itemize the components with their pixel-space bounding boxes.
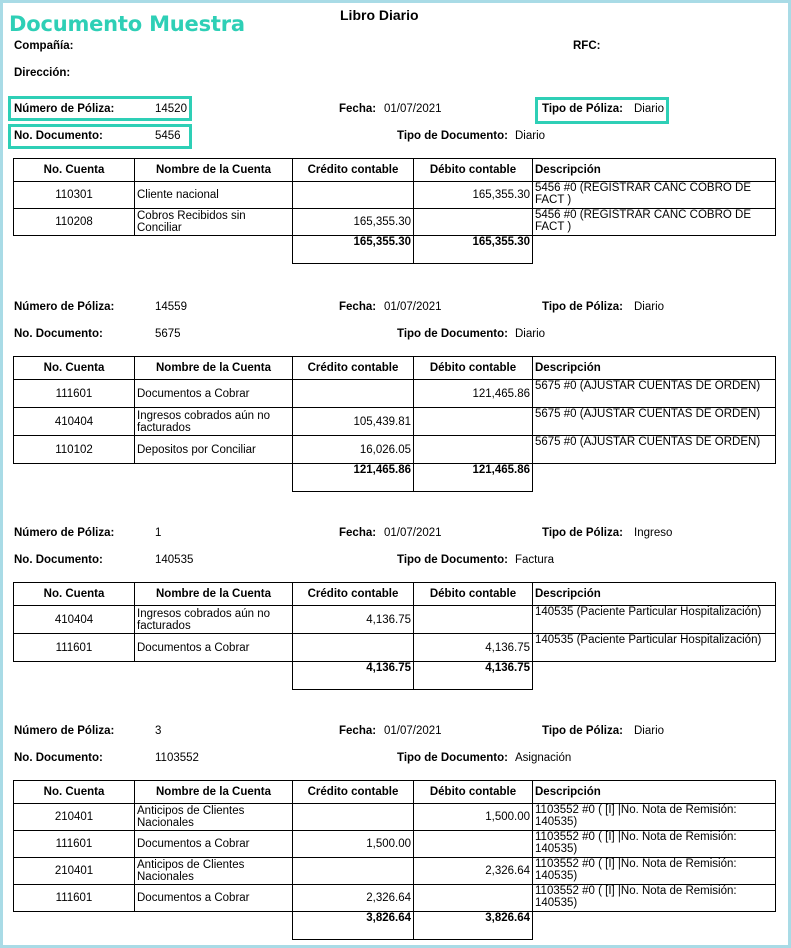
documento-label: No. Documento: [14, 752, 103, 764]
col-header-descripcion: Descripción [533, 583, 776, 606]
table-row [14, 436, 776, 464]
table-row [14, 831, 776, 858]
credit-amount [293, 858, 414, 885]
total-credit: 121,465.86 [293, 464, 414, 492]
total-credit: 4,136.75 [293, 662, 414, 690]
account-name: Documentos a Cobrar [135, 380, 293, 408]
poliza-number: 14559 [155, 301, 187, 313]
tipo-documento-value: Diario [515, 328, 546, 340]
col-header-cuenta: No. Cuenta [14, 159, 135, 182]
documento-number: 5456 [155, 130, 181, 142]
debit-amount: 2,326.64 [414, 858, 533, 885]
description: 140535 (Paciente Particular Hospitalización) [533, 634, 776, 662]
credit-amount [293, 804, 414, 831]
debit-amount [414, 209, 533, 236]
account-number: 111601 [14, 831, 135, 858]
account-number: 410404 [14, 606, 135, 634]
col-header-debito: Débito contable [414, 781, 533, 804]
table-row [14, 380, 776, 408]
total-debit: 3,826.64 [414, 912, 533, 940]
documento-label: No. Documento: [14, 130, 103, 142]
poliza-number-label: Número de Póliza: [14, 301, 115, 313]
blank-cell [14, 912, 135, 940]
tipo-documento-value: Asignación [515, 752, 572, 764]
col-header-nombre: Nombre de la Cuenta [135, 357, 293, 380]
fecha-value: 01/07/2021 [384, 103, 442, 115]
account-number: 110301 [14, 182, 135, 209]
ledger-table [13, 158, 776, 264]
col-header-nombre: Nombre de la Cuenta [135, 781, 293, 804]
blank-cell [135, 912, 293, 940]
tipo-documento-value: Factura [515, 554, 554, 566]
debit-amount: 4,136.75 [414, 634, 533, 662]
tipo-poliza-label: Tipo de Póliza: [542, 527, 623, 539]
fecha-label: Fecha: [339, 725, 377, 737]
documento-number: 140535 [155, 554, 194, 566]
account-name: Documentos a Cobrar [135, 885, 293, 912]
credit-amount [293, 634, 414, 662]
description: 5456 #0 (REGISTRAR CANC COBRO DE FACT ) [533, 182, 776, 209]
blank-cell [533, 236, 776, 264]
table-row [14, 209, 776, 236]
table-row [14, 804, 776, 831]
tipo-documento-value: Diario [515, 130, 546, 142]
col-header-credito: Crédito contable [293, 357, 414, 380]
account-name: Documentos a Cobrar [135, 831, 293, 858]
col-header-descripcion: Descripción [533, 357, 776, 380]
table-row [14, 606, 776, 634]
ledger-table [13, 356, 776, 492]
totals-row [14, 464, 776, 492]
total-credit: 3,826.64 [293, 912, 414, 940]
page-title: Libro Diario [340, 7, 419, 23]
col-header-descripcion: Descripción [533, 159, 776, 182]
total-debit: 121,465.86 [414, 464, 533, 492]
description: 5456 #0 (REGISTRAR CANC COBRO DE FACT ) [533, 209, 776, 236]
poliza-number-label: Número de Póliza: [14, 527, 115, 539]
totals-row [14, 662, 776, 690]
watermark: Documento Muestra [9, 12, 245, 36]
credit-amount: 4,136.75 [293, 606, 414, 634]
blank-cell [135, 236, 293, 264]
account-name: Documentos a Cobrar [135, 634, 293, 662]
total-debit: 4,136.75 [414, 662, 533, 690]
col-header-debito: Débito contable [414, 159, 533, 182]
credit-amount: 165,355.30 [293, 209, 414, 236]
address-label: Dirección: [14, 67, 71, 79]
table-row [14, 858, 776, 885]
col-header-credito: Crédito contable [293, 159, 414, 182]
col-header-debito: Débito contable [414, 357, 533, 380]
documento-label: No. Documento: [14, 554, 103, 566]
description: 5675 #0 (AJUSTAR CUENTAS DE ORDEN) [533, 408, 776, 436]
rfc-label: RFC: [573, 40, 601, 52]
description: 5675 #0 (AJUSTAR CUENTAS DE ORDEN) [533, 436, 776, 464]
blank-cell [135, 662, 293, 690]
account-name: Cliente nacional [135, 182, 293, 209]
tipo-documento-label: Tipo de Documento: [397, 130, 508, 142]
blank-cell [14, 662, 135, 690]
tipo-documento-label: Tipo de Documento: [397, 328, 508, 340]
table-row [14, 408, 776, 436]
fecha-label: Fecha: [339, 103, 377, 115]
account-name: Anticipos de Clientes Nacionales [135, 858, 293, 885]
account-number: 111601 [14, 634, 135, 662]
col-header-cuenta: No. Cuenta [14, 781, 135, 804]
poliza-number: 3 [155, 725, 162, 737]
tipo-documento-label: Tipo de Documento: [397, 554, 508, 566]
documento-label: No. Documento: [14, 328, 103, 340]
credit-amount: 2,326.64 [293, 885, 414, 912]
tipo-poliza-value: Diario [634, 301, 665, 313]
description: 1103552 #0 ( [I] |No. Nota de Remisión: 140535) [533, 831, 776, 858]
blank-cell [14, 464, 135, 492]
col-header-descripcion: Descripción [533, 781, 776, 804]
col-header-credito: Crédito contable [293, 781, 414, 804]
account-name: Ingresos cobrados aún no facturados [135, 408, 293, 436]
blank-cell [533, 912, 776, 940]
credit-amount [293, 380, 414, 408]
account-number: 111601 [14, 885, 135, 912]
table-row [14, 634, 776, 662]
fecha-value: 01/07/2021 [384, 527, 442, 539]
col-header-nombre: Nombre de la Cuenta [135, 159, 293, 182]
credit-amount: 105,439.81 [293, 408, 414, 436]
debit-amount: 1,500.00 [414, 804, 533, 831]
debit-amount [414, 408, 533, 436]
col-header-nombre: Nombre de la Cuenta [135, 583, 293, 606]
documento-number: 5675 [155, 328, 181, 340]
table-row [14, 182, 776, 209]
debit-amount [414, 831, 533, 858]
tipo-poliza-label: Tipo de Póliza: [542, 725, 623, 737]
totals-row [14, 912, 776, 940]
tipo-poliza-value: Diario [634, 725, 665, 737]
account-name: Anticipos de Clientes Nacionales [135, 804, 293, 831]
description: 1103552 #0 ( [I] |No. Nota de Remisión: 140535) [533, 804, 776, 831]
debit-amount: 165,355.30 [414, 182, 533, 209]
documento-number: 1103552 [155, 752, 199, 764]
debit-amount: 121,465.86 [414, 380, 533, 408]
ledger-table [13, 582, 776, 690]
ledger-table [13, 780, 776, 940]
tipo-poliza-value: Diario [634, 103, 665, 115]
account-number: 111601 [14, 380, 135, 408]
debit-amount [414, 885, 533, 912]
account-number: 110208 [14, 209, 135, 236]
tipo-documento-label: Tipo de Documento: [397, 752, 508, 764]
fecha-label: Fecha: [339, 527, 377, 539]
description: 140535 (Paciente Particular Hospitalización) [533, 606, 776, 634]
credit-amount [293, 182, 414, 209]
totals-row [14, 236, 776, 264]
account-name: Depositos por Conciliar [135, 436, 293, 464]
account-name: Cobros Recibidos sin Conciliar [135, 209, 293, 236]
tipo-poliza-value: Ingreso [634, 527, 673, 539]
blank-cell [533, 662, 776, 690]
account-number: 110102 [14, 436, 135, 464]
col-header-cuenta: No. Cuenta [14, 357, 135, 380]
fecha-value: 01/07/2021 [384, 301, 442, 313]
company-label: Compañía: [14, 40, 74, 52]
account-number: 210401 [14, 804, 135, 831]
credit-amount: 16,026.05 [293, 436, 414, 464]
account-number: 210401 [14, 858, 135, 885]
debit-amount [414, 606, 533, 634]
total-credit: 165,355.30 [293, 236, 414, 264]
account-number: 410404 [14, 408, 135, 436]
col-header-credito: Crédito contable [293, 583, 414, 606]
account-name: Ingresos cobrados aún no facturados [135, 606, 293, 634]
description: 1103552 #0 ( [I] |No. Nota de Remisión: 140535) [533, 885, 776, 912]
tipo-poliza-label: Tipo de Póliza: [542, 103, 623, 115]
poliza-number: 1 [155, 527, 162, 539]
blank-cell [14, 236, 135, 264]
poliza-number-label: Número de Póliza: [14, 103, 115, 115]
fecha-label: Fecha: [339, 301, 377, 313]
fecha-value: 01/07/2021 [384, 725, 442, 737]
credit-amount: 1,500.00 [293, 831, 414, 858]
blank-cell [533, 464, 776, 492]
blank-cell [135, 464, 293, 492]
tipo-poliza-label: Tipo de Póliza: [542, 301, 623, 313]
poliza-number: 14520 [155, 103, 187, 115]
col-header-debito: Débito contable [414, 583, 533, 606]
table-row [14, 885, 776, 912]
description: 1103552 #0 ( [I] |No. Nota de Remisión: 140535) [533, 858, 776, 885]
debit-amount [414, 436, 533, 464]
total-debit: 165,355.30 [414, 236, 533, 264]
poliza-number-label: Número de Póliza: [14, 725, 115, 737]
description: 5675 #0 (AJUSTAR CUENTAS DE ORDEN) [533, 380, 776, 408]
col-header-cuenta: No. Cuenta [14, 583, 135, 606]
